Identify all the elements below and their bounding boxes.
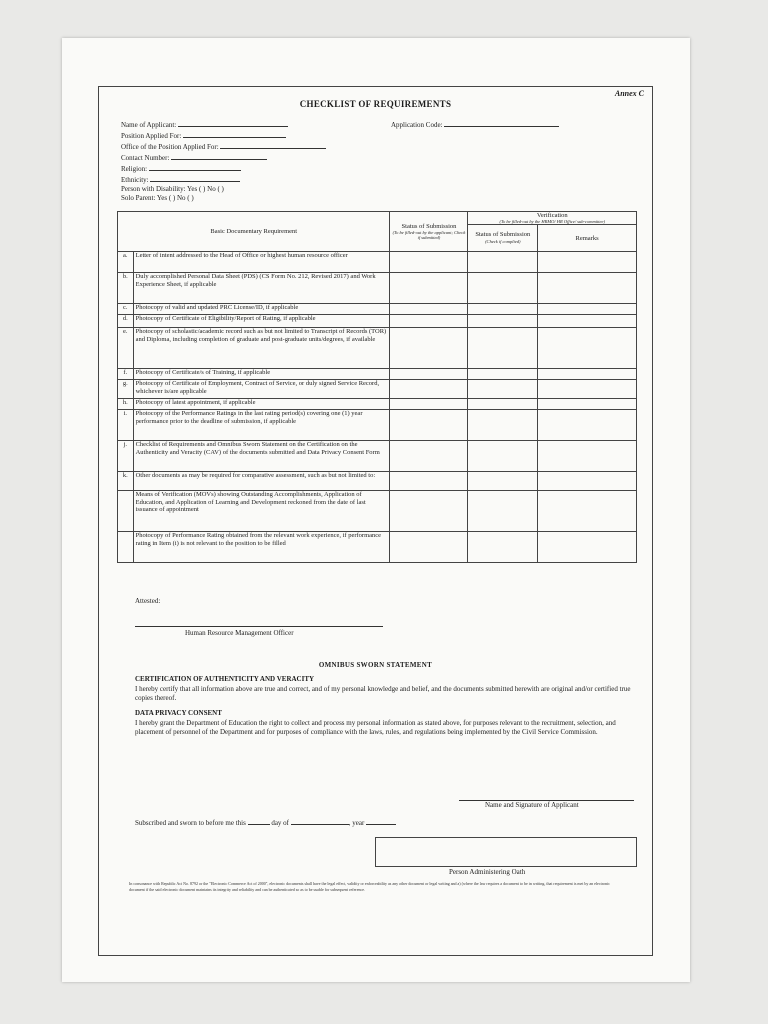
row-letter — [118, 532, 134, 563]
remarks-cell[interactable] — [538, 315, 637, 328]
table-row — [118, 380, 637, 399]
row-requirement: Letter of intent addressed to the Head of Office or highest human resource officer — [133, 252, 390, 273]
applicant-signature-label: Name and Signature of Applicant — [485, 801, 579, 809]
verification-status-cell[interactable] — [468, 252, 538, 273]
verification-status-cell[interactable] — [468, 369, 538, 380]
row-requirement: Photocopy of scholastic/academic record such as but not limited to Transcript of Records (TOR) and Diploma, including completion of graduate and post-graduate units/degrees, if available — [133, 328, 390, 369]
verification-status-cell[interactable] — [468, 532, 538, 563]
verification-status-cell[interactable] — [468, 491, 538, 532]
verification-status-cell[interactable] — [468, 399, 538, 410]
row-letter — [118, 491, 134, 532]
row-letter: a. — [118, 252, 134, 273]
document-page — [62, 38, 690, 982]
pwd-field[interactable]: Person with Disability: Yes ( ) No ( ) — [121, 185, 224, 193]
table-row — [118, 491, 637, 532]
office-label: Office of the Position Applied For: — [121, 143, 219, 151]
annex-label: Annex C — [614, 89, 644, 98]
table-row — [118, 410, 637, 441]
verification-status-cell[interactable] — [468, 380, 538, 399]
row-requirement: Photocopy of valid and updated PRC License/ID, if applicable — [133, 304, 390, 315]
header-status-label: Status of Submission — [401, 223, 457, 230]
dpc-text: I hereby grant the Department of Education the right to collect and process my personal information as stated above, for purposes relevant to the recruitment, selection, and placement of personnel of the Department and for purposes of compliance with the laws, rules, and regulations being implemented by the Civil Service Commission. — [135, 719, 616, 736]
requirements-rows — [118, 252, 637, 563]
status-cell[interactable] — [390, 328, 468, 369]
status-cell[interactable] — [390, 315, 468, 328]
hrmo-signature-line[interactable] — [135, 626, 383, 627]
row-letter: f. — [118, 369, 134, 380]
month-blank[interactable] — [291, 818, 349, 825]
status-cell[interactable] — [390, 532, 468, 563]
contact-label: Contact Number: — [121, 154, 170, 162]
day-blank[interactable] — [248, 818, 270, 825]
app-code-line[interactable] — [444, 119, 559, 127]
name-line[interactable] — [178, 119, 288, 127]
header-verification-note: (To be filled-out by the HRMO/ HR Office/ sub-committee) — [499, 219, 606, 225]
application-code — [391, 119, 559, 129]
row-requirement: Checklist of Requirements and Omnibus Sworn Statement on the Certification on the Authenticity and Veracity (CAV) of the documents submitted and Data Privacy Consent Form — [133, 441, 390, 472]
status-cell[interactable] — [390, 491, 468, 532]
status-cell[interactable] — [390, 273, 468, 304]
remarks-cell[interactable] — [538, 380, 637, 399]
row-requirement: Photocopy of the Performance Ratings in the last rating period(s) covering one (1) year performance prior to the deadline of submission, if applicable — [133, 410, 390, 441]
form-title: CHECKLIST OF REQUIREMENTS — [299, 99, 452, 109]
row-requirement: Photocopy of Certificate of Employment, Contract of Service, or duly signed Service Record, whichever is/are applicable — [133, 380, 390, 399]
header-verif-status — [468, 225, 538, 252]
header-verif-status-note: (Check if complied) — [485, 239, 521, 245]
row-letter: k. — [118, 472, 134, 491]
hrmo-label: Human Resource Management Officer — [185, 629, 294, 637]
row-requirement: Duly accomplished Personal Data Sheet (PDS) (CS Form No. 212, Revised 2017) and Work Experience Sheet, if applicable — [133, 273, 390, 304]
row-letter: h. — [118, 399, 134, 410]
status-cell[interactable] — [390, 380, 468, 399]
subscribed-text-b: day of — [271, 819, 290, 827]
row-letter: e. — [118, 328, 134, 369]
row-letter: i. — [118, 410, 134, 441]
remarks-cell[interactable] — [538, 304, 637, 315]
office-line[interactable] — [220, 141, 326, 149]
omnibus-title: OMNIBUS SWORN STATEMENT — [318, 661, 433, 669]
verification-status-cell[interactable] — [468, 328, 538, 369]
row-requirement: Photocopy of Certificate of Eligibility/Report of Rating, if applicable — [133, 315, 390, 328]
row-letter: c. — [118, 304, 134, 315]
remarks-cell[interactable] — [538, 252, 637, 273]
table-row — [118, 328, 637, 369]
row-requirement: Photocopy of latest appointment, if applicable — [133, 399, 390, 410]
year-blank[interactable] — [366, 818, 396, 825]
religion-line[interactable] — [149, 163, 241, 171]
verification-status-cell[interactable] — [468, 472, 538, 491]
remarks-cell[interactable] — [538, 399, 637, 410]
verification-status-cell[interactable] — [468, 315, 538, 328]
contact-line[interactable] — [171, 152, 267, 160]
footnote: In consonance with Republic Act No. 8792 or the "Electronic Commerce Act of 2000", electronic documents shall have the legal effect, validity or enforceability as any other document or legal writing and a) (where the law requires a document to be in writing, that requirement is met by an electronic document if the said electronic document maintains its integrity and reliability and can be authenticated so as to be usable for subsequent reference. — [129, 881, 610, 892]
row-letter: j. — [118, 441, 134, 472]
oath-label: Person Administering Oath — [449, 868, 526, 876]
header-verification-label: Verification — [536, 212, 568, 219]
status-cell[interactable] — [390, 369, 468, 380]
dpc-heading: DATA PRIVACY CONSENT — [135, 709, 222, 717]
header-verif-status-label: Status of Submission — [475, 231, 531, 238]
remarks-cell[interactable] — [538, 532, 637, 563]
verification-status-cell[interactable] — [468, 273, 538, 304]
cav-heading: CERTIFICATION OF AUTHENTICITY AND VERACITY — [135, 675, 315, 683]
status-cell[interactable] — [390, 441, 468, 472]
remarks-cell[interactable] — [538, 472, 637, 491]
remarks-cell[interactable] — [538, 410, 637, 441]
header-requirement: Basic Documentary Requirement — [118, 212, 390, 252]
table-row — [118, 532, 637, 563]
status-cell[interactable] — [390, 399, 468, 410]
remarks-cell[interactable] — [538, 273, 637, 304]
row-letter: g. — [118, 380, 134, 399]
row-letter: b. — [118, 273, 134, 304]
row-requirement: Other documents as may be required for comparative assessment, such as but not limited to: — [133, 472, 390, 491]
table-row — [118, 315, 637, 328]
subscribed-text-a: Subscribed and sworn to before me this — [135, 819, 246, 827]
table-row — [118, 252, 637, 273]
app-code-label: Application Code: — [391, 121, 443, 129]
verification-status-cell[interactable] — [468, 410, 538, 441]
row-requirement: Photocopy of Certificate/s of Training, if applicable — [133, 369, 390, 380]
ethnicity-line[interactable] — [150, 174, 240, 182]
table-row — [118, 369, 637, 380]
form-frame — [98, 86, 653, 956]
verification-status-cell[interactable] — [468, 304, 538, 315]
attested-label: Attested: — [135, 597, 161, 605]
header-verification — [468, 212, 637, 225]
header-remarks: Remarks — [538, 225, 637, 252]
table-row — [118, 399, 637, 410]
requirements-table — [117, 211, 637, 563]
applicant-fields — [121, 119, 326, 203]
name-label: Name of Applicant: — [121, 121, 177, 129]
status-cell[interactable] — [390, 410, 468, 441]
position-line[interactable] — [183, 130, 286, 138]
religion-label: Religion: — [121, 165, 148, 173]
remarks-cell[interactable] — [538, 441, 637, 472]
header-status — [390, 212, 468, 252]
oath-box[interactable] — [375, 837, 637, 867]
verification-status-cell[interactable] — [468, 441, 538, 472]
remarks-cell[interactable] — [538, 491, 637, 532]
table-row — [118, 273, 637, 304]
table-row — [118, 441, 637, 472]
subscribed-line — [135, 818, 396, 827]
row-requirement: Photocopy of Performance Rating obtained from the relevant work experience, if performance rating in Item (i) is not relevant to the position to be filled — [133, 532, 390, 563]
remarks-cell[interactable] — [538, 369, 637, 380]
table-header-row — [118, 212, 637, 225]
table-row — [118, 304, 637, 315]
row-requirement: Means of Verification (MOVs) showing Outstanding Accomplishments, Application of Education, and Application of Learning and Development reckoned from the date of last issuance of appointment — [133, 491, 390, 532]
status-cell[interactable] — [390, 252, 468, 273]
cav-text: I hereby certify that all information above are true and correct, and of my personal knowledge and belief, and the documents submitted herewith are original and/or certified true copies thereof. — [135, 685, 631, 702]
subscribed-text-c: , year — [348, 819, 365, 827]
status-cell[interactable] — [390, 472, 468, 491]
row-letter: d. — [118, 315, 134, 328]
table-row — [118, 472, 637, 491]
ethnicity-label: Ethnicity: — [121, 176, 149, 184]
status-cell[interactable] — [390, 304, 468, 315]
position-label: Position Applied For: — [121, 132, 182, 140]
remarks-cell[interactable] — [538, 328, 637, 369]
solo-parent-field[interactable]: Solo Parent: Yes ( ) No ( ) — [121, 194, 194, 202]
header-status-note: (To be filled-out by the applicant; Check if submitted) — [392, 230, 466, 241]
